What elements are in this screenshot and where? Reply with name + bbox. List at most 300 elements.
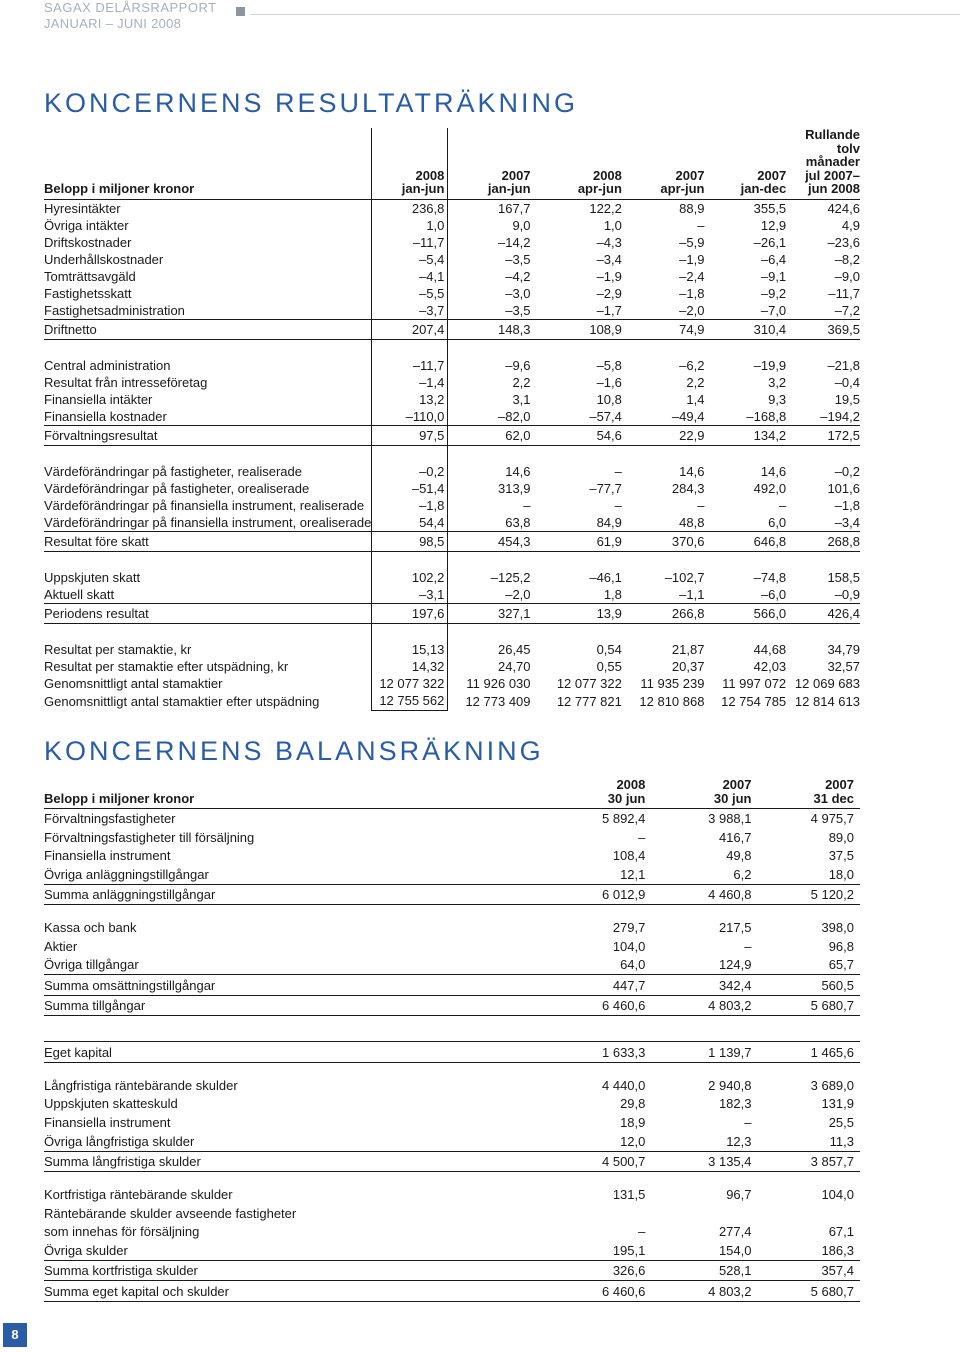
row-value: 398,0 <box>821 920 854 936</box>
row-value: 3 689,0 <box>810 1077 854 1093</box>
spacer-row <box>44 551 860 569</box>
row-value: –4,3 <box>596 234 622 250</box>
row-value: 62,0 <box>448 425 531 445</box>
row-value: 14,6 <box>679 463 705 479</box>
row-value: 2 940,8 <box>708 1077 752 1093</box>
row-value: –7,2 <box>834 302 860 318</box>
row-label: Övriga tillgångar <box>44 957 139 973</box>
row-value: 6 012,9 <box>552 884 645 905</box>
row-label: Kortfristiga räntebärande skulder <box>44 1186 233 1202</box>
row-value: –1,9 <box>679 251 705 267</box>
row-value: 11 935 239 <box>640 675 705 691</box>
row-value: 96,7 <box>726 1186 752 1202</box>
row-value: –5,5 <box>372 285 448 302</box>
row-value: –14,2 <box>497 234 531 250</box>
row-label: Resultat per stamaktie, kr <box>44 641 192 657</box>
row-value: –9,0 <box>834 268 860 284</box>
row-value: 84,9 <box>596 514 622 530</box>
row-label: Genomsnittligt antal stamaktier <box>44 675 223 691</box>
row-value: –0,2 <box>372 463 448 480</box>
row-value: 186,3 <box>821 1242 854 1258</box>
row-value: –19,9 <box>753 357 787 373</box>
table-row <box>44 569 860 586</box>
row-value: 10,8 <box>596 391 622 407</box>
row-value: –2,4 <box>679 268 705 284</box>
table-row <box>44 463 860 480</box>
row-value: 18,0 <box>828 866 854 882</box>
row-value: 124,9 <box>718 957 752 973</box>
row-value: 313,9 <box>497 480 531 496</box>
spacer-row <box>44 445 860 463</box>
row-value: –0,4 <box>834 374 860 390</box>
row-value: –3,5 <box>505 302 531 318</box>
row-value: 12 810 868 <box>639 693 705 709</box>
table-row <box>44 937 860 956</box>
row-value: – <box>614 463 622 479</box>
row-value: – <box>638 1224 646 1240</box>
row-value: 63,8 <box>505 514 531 530</box>
row-value: 4 460,8 <box>645 884 751 905</box>
row-value: 12 755 562 <box>372 692 448 711</box>
row-value: 12 777 821 <box>556 693 622 709</box>
subtotal-row <box>44 425 860 445</box>
row-value: – <box>744 1115 752 1131</box>
row-label: Central administration <box>44 357 171 373</box>
row-value: 326,6 <box>552 1260 645 1281</box>
row-value: 6,2 <box>733 866 752 882</box>
row-value: –11,7 <box>372 357 448 374</box>
column-header: 2008 30 jun <box>552 778 645 809</box>
row-value: –51,4 <box>372 480 448 497</box>
report-header <box>44 0 217 32</box>
row-value: – <box>523 497 531 513</box>
row-label: Fastighetsskatt <box>44 285 132 301</box>
row-value: –49,4 <box>671 408 705 424</box>
table-row <box>44 285 860 302</box>
row-value: –125,2 <box>490 569 531 585</box>
row-value: 88,9 <box>679 200 705 216</box>
row-value: 34,79 <box>827 641 860 657</box>
row-value: 154,0 <box>718 1242 752 1258</box>
table-row <box>44 302 860 320</box>
row-value: 4 440,0 <box>602 1077 646 1093</box>
row-value: 5 680,7 <box>752 1281 861 1302</box>
row-value: –57,4 <box>589 408 622 424</box>
row-value: 284,3 <box>671 480 705 496</box>
row-label: Värdeförändringar på finansiella instrument, orealiserade <box>44 514 372 530</box>
row-value: 357,4 <box>752 1260 861 1281</box>
row-value: 64,0 <box>620 957 646 973</box>
row-value: 566,0 <box>704 603 786 623</box>
row-value: 12 754 785 <box>721 693 787 709</box>
income-statement-title: KONCERNENS RESULTATRÄKNING <box>44 88 579 118</box>
table-row <box>44 1204 860 1223</box>
spacer-row <box>44 1062 860 1076</box>
row-value: –2,0 <box>505 586 531 602</box>
row-value: –1,9 <box>596 268 622 284</box>
row-value: 3,1 <box>512 391 531 407</box>
per-share-row <box>44 641 860 658</box>
subtotal-row <box>44 1042 860 1063</box>
row-value: 1 633,3 <box>552 1042 645 1063</box>
row-value: – <box>697 497 705 513</box>
row-value: 426,4 <box>786 603 860 623</box>
table-row <box>44 1185 860 1204</box>
row-value: 5 680,7 <box>752 995 861 1016</box>
subtotal-row <box>44 603 860 623</box>
table-row <box>44 1241 860 1260</box>
row-value: 6 460,6 <box>552 995 645 1016</box>
row-label: som innehas för försäljning <box>44 1224 200 1240</box>
row-value: – <box>778 497 787 513</box>
row-label: Summa kortfristiga skulder <box>44 1260 552 1281</box>
row-value: 447,7 <box>552 975 645 996</box>
row-value: –102,7 <box>664 569 705 585</box>
row-value: 12 077 322 <box>556 675 622 691</box>
spacer-row <box>44 1172 860 1186</box>
spacer-row <box>44 1016 860 1042</box>
row-value: –9,1 <box>760 268 787 284</box>
row-label: Långfristiga räntebärande skulder <box>44 1077 238 1093</box>
row-label: Driftskostnader <box>44 234 132 250</box>
row-value: 54,4 <box>372 514 448 532</box>
row-label: Driftnetto <box>44 319 372 339</box>
row-value: –1,7 <box>596 302 622 318</box>
table-row <box>44 586 860 604</box>
table-row <box>44 391 860 408</box>
row-value: 1 465,6 <box>752 1042 861 1063</box>
row-value: 2,2 <box>512 374 531 390</box>
table-row <box>44 1076 860 1095</box>
row-value: 20,37 <box>671 658 705 674</box>
row-value: –77,7 <box>589 480 622 496</box>
table-row <box>44 374 860 391</box>
table-row <box>44 1222 860 1241</box>
row-value: 108,4 <box>612 848 646 864</box>
row-value: 207,4 <box>372 319 448 339</box>
row-value: 98,5 <box>372 531 448 551</box>
row-value: 15,13 <box>372 641 448 658</box>
row-value: –4,2 <box>505 268 531 284</box>
row-value: –1,4 <box>372 374 448 391</box>
table-row <box>44 865 860 884</box>
row-value: – <box>638 829 646 845</box>
row-value: 101,6 <box>827 480 860 496</box>
row-value: 102,2 <box>372 569 448 586</box>
row-value: 14,6 <box>505 463 531 479</box>
row-value: 21,87 <box>671 641 705 657</box>
row-value: 134,2 <box>704 425 786 445</box>
row-value: 528,1 <box>645 1260 751 1281</box>
row-value: –2,9 <box>596 285 622 301</box>
row-value: 65,7 <box>828 957 854 973</box>
row-value: 131,9 <box>821 1096 854 1112</box>
row-value: –3,4 <box>596 251 622 267</box>
table-row <box>44 497 860 514</box>
row-value: 3 857,7 <box>752 1151 861 1172</box>
row-value: 1 139,7 <box>645 1042 751 1063</box>
row-value: –9,6 <box>505 357 531 373</box>
row-value: 342,4 <box>645 975 751 996</box>
spacer-row <box>44 623 860 641</box>
row-value: 4,9 <box>841 217 860 233</box>
row-label: Summa anläggningstillgångar <box>44 884 552 905</box>
column-header: 2007 jan-jun <box>448 128 531 199</box>
row-value: 49,8 <box>726 848 752 864</box>
row-value: 646,8 <box>704 531 786 551</box>
row-label: Aktier <box>44 938 78 954</box>
table-row <box>44 1113 860 1132</box>
row-value: 131,5 <box>612 1186 646 1202</box>
per-share-row <box>44 658 860 675</box>
row-value: 369,5 <box>786 319 860 339</box>
row-label: Finansiella instrument <box>44 1115 171 1131</box>
subtotal-row <box>44 1260 860 1281</box>
row-label: Genomsnittligt antal stamaktier efter utspädning <box>44 693 320 709</box>
row-value: 13,9 <box>531 603 622 623</box>
row-value: 12,1 <box>620 866 646 882</box>
row-label: Resultat från intresseföretag <box>44 374 208 390</box>
row-value: 19,5 <box>834 391 860 407</box>
row-label: Tomträttsavgäld <box>44 268 136 284</box>
row-value: –82,0 <box>497 408 531 424</box>
row-value <box>645 1204 751 1223</box>
row-value: –1,8 <box>834 497 860 513</box>
row-value <box>552 1204 645 1223</box>
table-row <box>44 809 860 828</box>
header-divider <box>250 14 960 15</box>
row-label: Aktuell skatt <box>44 586 115 602</box>
table-row <box>44 956 860 975</box>
row-value: 11,3 <box>829 1133 854 1149</box>
per-share-row <box>44 675 860 692</box>
row-value: 67,1 <box>828 1224 854 1240</box>
row-label: Värdeförändringar på fastigheter, realiserade <box>44 463 302 479</box>
row-value: 454,3 <box>448 531 531 551</box>
row-value: –2,0 <box>679 302 705 318</box>
row-value: 96,8 <box>828 938 854 954</box>
row-value: 355,5 <box>753 200 787 216</box>
row-value: –11,7 <box>372 234 448 251</box>
row-value: 122,2 <box>589 200 622 216</box>
row-value: –5,8 <box>596 357 622 373</box>
row-value: 9,3 <box>768 391 787 407</box>
row-value: –1,8 <box>372 497 448 514</box>
row-value: –110,0 <box>372 408 448 426</box>
row-value: –0,9 <box>834 586 860 602</box>
row-value: –7,0 <box>760 302 787 318</box>
table-row <box>44 828 860 847</box>
row-value: 12 069 683 <box>794 675 860 691</box>
row-value: 9,0 <box>512 217 531 233</box>
row-label: Övriga anläggningstillgångar <box>44 866 209 882</box>
row-value: 4 803,2 <box>645 995 751 1016</box>
row-value <box>752 1204 861 1223</box>
row-value: 12 814 613 <box>794 693 860 709</box>
row-value: –3,5 <box>505 251 531 267</box>
row-value: –21,8 <box>827 357 860 373</box>
row-value: –46,1 <box>589 569 622 585</box>
row-value: 4 803,2 <box>645 1281 751 1302</box>
row-value: 74,9 <box>622 319 705 339</box>
row-value: –194,2 <box>820 408 860 424</box>
column-header: 2007 apr-jun <box>622 128 705 199</box>
row-value: 54,6 <box>531 425 622 445</box>
row-value: –5,9 <box>679 234 705 250</box>
row-value: 12,3 <box>726 1133 752 1149</box>
column-header: 2007 30 jun <box>645 778 751 809</box>
row-label: Summa eget kapital och skulder <box>44 1281 552 1302</box>
row-value: 277,4 <box>718 1224 752 1240</box>
row-value: 108,9 <box>531 319 622 339</box>
column-header: 2008 jan-jun <box>372 128 448 199</box>
row-label: Förvaltningsfastigheter <box>44 810 176 826</box>
row-value: – <box>744 938 752 954</box>
row-value: 12 773 409 <box>465 693 531 709</box>
row-value: 0,54 <box>596 641 622 657</box>
row-value: 236,8 <box>372 199 448 217</box>
row-value: 370,6 <box>622 531 705 551</box>
income-statement-table <box>44 128 860 711</box>
row-value: 182,3 <box>718 1096 752 1112</box>
row-value: 1,4 <box>686 391 705 407</box>
row-value: –6,4 <box>760 251 787 267</box>
row-value: –1,1 <box>679 586 705 602</box>
column-header: 2007 jan-dec <box>704 128 786 199</box>
per-share-row <box>44 692 860 711</box>
row-value: 48,8 <box>679 514 705 530</box>
row-value: 11 997 072 <box>722 675 787 691</box>
row-value: –3,1 <box>372 586 448 604</box>
row-value: –6,0 <box>760 586 787 602</box>
row-label: Finansiella instrument <box>44 848 171 864</box>
row-label: Finansiella kostnader <box>44 408 167 424</box>
row-value: 217,5 <box>718 920 752 936</box>
row-value: 104,0 <box>821 1186 854 1202</box>
table-row <box>44 251 860 268</box>
spacer-row <box>44 905 860 919</box>
row-value: –6,2 <box>679 357 705 373</box>
row-value: 172,5 <box>786 425 860 445</box>
row-label: Övriga långfristiga skulder <box>44 1133 195 1149</box>
column-header: 2007 31 dec <box>752 778 861 809</box>
row-value: –3,0 <box>505 285 531 301</box>
row-value: –168,8 <box>746 408 787 424</box>
row-value: 32,57 <box>827 658 860 674</box>
row-value: 104,0 <box>612 938 646 954</box>
row-label: Periodens resultat <box>44 603 372 623</box>
row-value: –23,6 <box>827 234 860 250</box>
subtotal-row <box>44 1151 860 1172</box>
income-label-header: Belopp i miljoner kronor <box>44 128 372 199</box>
row-value: 61,9 <box>531 531 622 551</box>
balance-label-header: Belopp i miljoner kronor <box>44 778 552 809</box>
row-label: Resultat per stamaktie efter utspädning, kr <box>44 658 289 674</box>
row-value: 1,0 <box>372 217 448 234</box>
table-row <box>44 217 860 234</box>
row-label: Kassa och bank <box>44 920 137 936</box>
subtotal-row <box>44 531 860 551</box>
row-value: 266,8 <box>622 603 705 623</box>
row-value: 12,9 <box>760 217 787 233</box>
table-row <box>44 268 860 285</box>
row-value: 3 988,1 <box>708 810 752 826</box>
row-value: 29,8 <box>620 1096 646 1112</box>
row-value: 3 135,4 <box>645 1151 751 1172</box>
row-label: Hyresintäkter <box>44 200 121 216</box>
row-value: 5 892,4 <box>602 810 646 826</box>
row-value: –1,8 <box>679 285 705 301</box>
row-value: – <box>614 497 622 513</box>
row-value: –4,1 <box>372 268 448 285</box>
row-value: 97,5 <box>372 425 448 445</box>
subtotal-row <box>44 319 860 339</box>
table-row <box>44 514 860 532</box>
header-square-icon <box>236 7 245 16</box>
table-row <box>44 1095 860 1114</box>
row-value: 12,0 <box>620 1133 646 1149</box>
row-label: Summa tillgångar <box>44 995 552 1016</box>
table-row <box>44 1132 860 1151</box>
row-value: –3,7 <box>372 302 448 320</box>
row-value: 424,6 <box>827 200 860 216</box>
row-value: 44,68 <box>753 641 787 657</box>
subtotal-row <box>44 1281 860 1302</box>
row-value: –9,2 <box>760 285 787 301</box>
balance-sheet-title: KONCERNENS BALANSRÄKNING <box>44 736 544 766</box>
row-label: Resultat före skatt <box>44 531 372 551</box>
row-label: Övriga intäkter <box>44 217 129 233</box>
row-label: Uppskjuten skatteskuld <box>44 1096 178 1112</box>
row-value: 148,3 <box>448 319 531 339</box>
balance-sheet-table <box>44 778 860 1302</box>
row-value: 158,5 <box>827 569 860 585</box>
row-value: 310,4 <box>704 319 786 339</box>
row-value: 25,5 <box>828 1115 854 1131</box>
table-row <box>44 918 860 937</box>
row-value: 14,32 <box>372 658 448 675</box>
row-value: 6,0 <box>768 514 787 530</box>
row-value: –11,7 <box>828 285 860 301</box>
subtotal-row <box>44 884 860 905</box>
row-value: 416,7 <box>718 829 752 845</box>
table-row <box>44 480 860 497</box>
row-value: –1,6 <box>596 374 622 390</box>
row-value: 24,70 <box>497 658 531 674</box>
row-value: –0,2 <box>834 463 860 479</box>
row-value: 3,2 <box>768 374 787 390</box>
spacer-row <box>44 339 860 357</box>
row-label: Summa långfristiga skulder <box>44 1151 552 1172</box>
row-label: Summa omsättningstillgångar <box>44 975 552 996</box>
row-value: 4 500,7 <box>552 1151 645 1172</box>
table-row <box>44 357 860 374</box>
rolling-column-header: Rullande tolv månader jul 2007– jun 2008 <box>786 128 860 199</box>
row-label: Fastighetsadministration <box>44 302 185 318</box>
row-value: 279,7 <box>612 920 646 936</box>
row-label: Eget kapital <box>44 1042 552 1063</box>
row-value: 13,2 <box>372 391 448 408</box>
row-value: 268,8 <box>786 531 860 551</box>
row-value: – <box>697 217 705 233</box>
row-label: Förvaltningsfastigheter till försäljning <box>44 829 255 845</box>
row-label: Värdeförändringar på fastigheter, orealiserade <box>44 480 310 496</box>
row-label: Räntebärande skulder avseende fastigheter <box>44 1205 297 1221</box>
subtotal-row <box>44 975 860 996</box>
page-number: 8 <box>3 1323 27 1347</box>
row-value: –8,2 <box>834 251 860 267</box>
row-value: –3,4 <box>834 514 860 530</box>
